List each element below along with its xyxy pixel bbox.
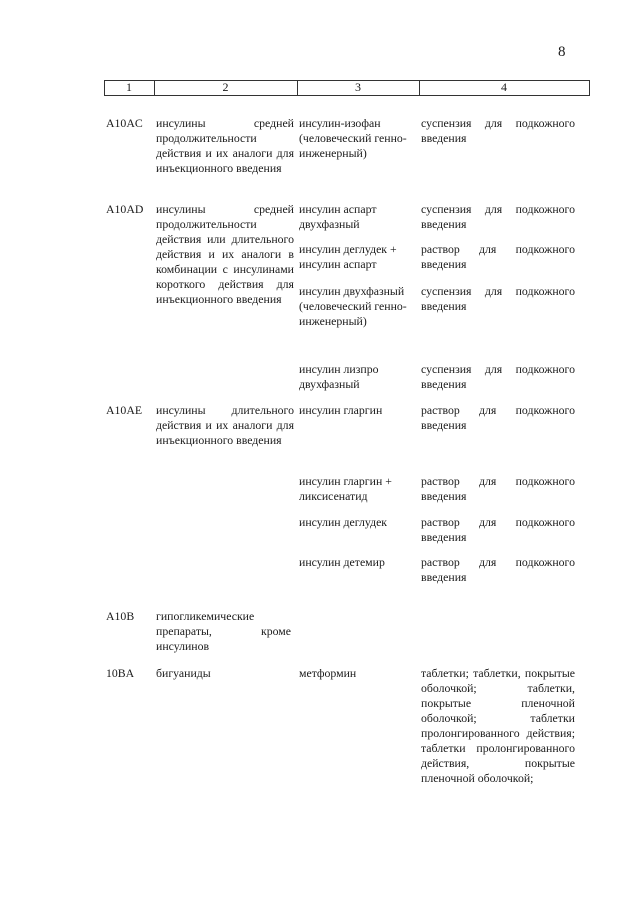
- dosage-form: суспензия для подкожного введения: [421, 202, 575, 231]
- group-name: гипогликемические препараты, кроме инсулинов: [156, 609, 291, 653]
- dosage-form: раствор для подкожного введения: [421, 242, 575, 271]
- drug-name: инсулин детемир: [299, 555, 385, 569]
- header-divider: [589, 80, 590, 95]
- drug-name: инсулин гларгин: [299, 403, 383, 417]
- group-name: инсулины длительного действия и их аналоги для инъекционного введения: [156, 403, 294, 447]
- drug-name: метформин: [299, 666, 357, 680]
- dosage-form: суспензия для подкожного введения: [421, 284, 575, 313]
- header-bottom-rule: [104, 95, 590, 96]
- dosage-form: суспензия для подкожного введения: [421, 362, 575, 391]
- header-col-1: 1: [126, 80, 132, 94]
- header-col-4: 4: [501, 80, 507, 94]
- header-col-2: 2: [222, 80, 229, 94]
- atc-code: A10AC: [106, 116, 143, 130]
- dosage-form: таблетки; таблетки, покрытые оболочкой; таблетки, покрытые пленочной оболочкой; таблетки пролонгированного действия; таблетки пролонгированного действия, покрытые пленочной оболочкой;: [421, 666, 575, 785]
- group-name: бигуаниды: [156, 666, 211, 680]
- drug-name: инсулин гларгин + ликсисенатид: [299, 474, 392, 503]
- atc-code: A10AD: [106, 202, 144, 216]
- atc-code: 10BA: [106, 666, 135, 680]
- dosage-form: раствор для подкожного введения: [421, 515, 575, 544]
- group-name: инсулины средней продолжительности действия и их аналоги для инъекционного введения: [156, 116, 294, 175]
- dosage-form: суспензия для подкожного введения: [421, 116, 575, 145]
- drug-name: инсулин-изофан (человеческий генно-инженерный): [299, 116, 407, 160]
- group-name: инсулины средней продолжительности действия или длительного действия и их аналоги в комбинации с инсулинами короткого действия для инъекционного введения: [156, 202, 294, 306]
- drug-name: инсулин лизпро двухфазный: [299, 362, 379, 391]
- drug-name: инсулин деглудек + инсулин аспарт: [299, 242, 397, 271]
- page-number: 8: [558, 44, 566, 60]
- drug-name: инсулин аспарт двухфазный: [299, 202, 377, 231]
- atc-code: A10B: [106, 609, 135, 623]
- header-col-3: 3: [355, 80, 361, 94]
- dosage-form: раствор для подкожного введения: [421, 555, 575, 584]
- atc-code: A10AE: [106, 403, 143, 417]
- drug-name: инсулин двухфазный (человеческий генно-инженерный): [299, 284, 407, 328]
- dosage-form: раствор для подкожного введения: [421, 403, 575, 432]
- drug-name: инсулин деглудек: [299, 515, 388, 529]
- dosage-form: раствор для подкожного введения: [421, 474, 575, 503]
